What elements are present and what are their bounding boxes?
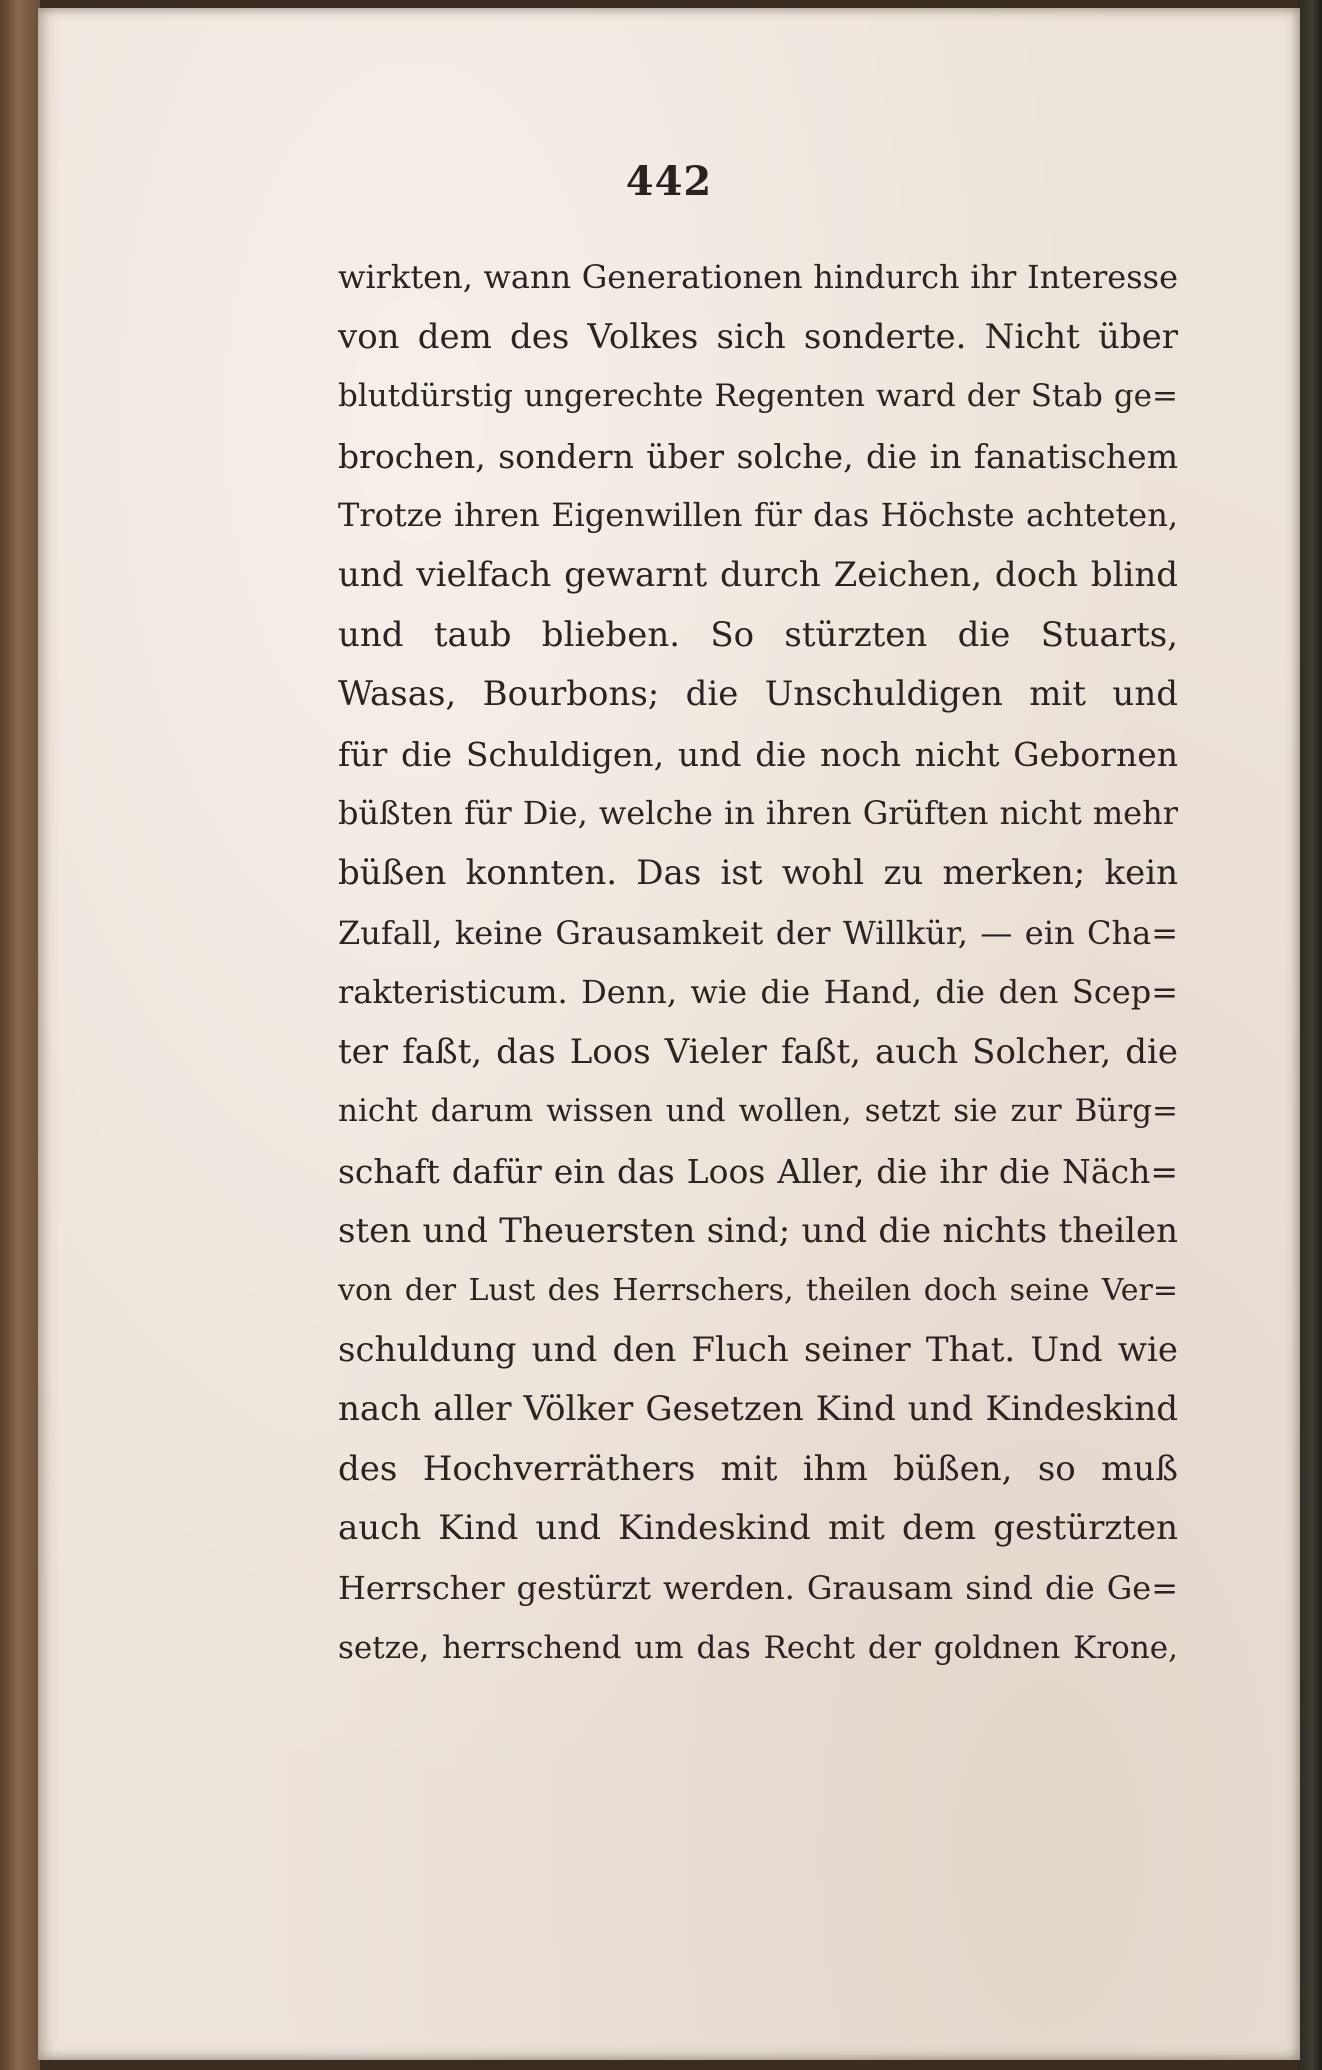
text-line: nach aller Völker Gesetzen Kind und Kindeskind bbox=[338, 1389, 1178, 1430]
book-spine bbox=[0, 0, 40, 2070]
text-line: rakteristicum. Denn, wie die Hand, die den Scep= bbox=[338, 973, 1178, 1012]
text-line: schaft dafür ein das Loos Aller, die ihr die Näch= bbox=[338, 1151, 1178, 1191]
text-line: brochen, sondern über solche, die in fanatischem bbox=[338, 436, 1178, 476]
text-line: büßten für Die, welche in ihren Grüften nicht mehr bbox=[338, 794, 1178, 833]
text-line: ter faßt, das Loos Vieler faßt, auch Solcher, die bbox=[338, 1031, 1178, 1072]
text-line: setze, herrschend um das Recht der goldnen Krone, bbox=[338, 1629, 1178, 1666]
text-line: Trotze ihren Eigenwillen für das Höchste achteten, bbox=[338, 496, 1178, 535]
text-line: wirkten, wann Generationen hindurch ihr Interesse bbox=[338, 258, 1178, 296]
text-line: blutdürstig ungerechte Regenten ward der Stab ge= bbox=[338, 378, 1178, 415]
text-line: Wasas, Bourbons; die Unschuldigen mit und bbox=[338, 674, 1178, 715]
body-text bbox=[338, 248, 1178, 1678]
text-line: sten und Theuersten sind; und die nichts theilen bbox=[338, 1210, 1178, 1251]
page-number: 442 bbox=[625, 158, 713, 205]
text-line: schuldung und den Fluch seiner That. Und wie bbox=[338, 1329, 1178, 1370]
text-line: von der Lust des Herrschers, theilen doch seine Ver= bbox=[338, 1273, 1178, 1309]
text-line: nicht darum wissen und wollen, setzt sie zur Bürg= bbox=[338, 1093, 1178, 1130]
text-line: und taub blieben. So stürzten die Stuarts, bbox=[338, 614, 1178, 655]
text-line: Herrscher gestürzt werden. Grausam sind die Ge= bbox=[338, 1569, 1178, 1608]
text-line: von dem des Volkes sich sonderte. Nicht über bbox=[338, 316, 1178, 357]
text-line: büßen konnten. Das ist wohl zu merken; kein bbox=[338, 852, 1178, 893]
text-line: auch Kind und Kindeskind mit dem gestürzten bbox=[338, 1508, 1178, 1549]
text-line: Zufall, keine Grausamkeit der Willkür, — ein Cha= bbox=[338, 913, 1178, 952]
text-line: des Hochverräthers mit ihm büßen, so muß bbox=[338, 1448, 1178, 1489]
text-line: und vielfach gewarnt durch Zeichen, doch blind bbox=[338, 554, 1178, 595]
page-paper bbox=[38, 8, 1300, 2060]
text-line: für die Schuldigen, und die noch nicht Gebornen bbox=[338, 734, 1178, 774]
page-edge bbox=[1298, 0, 1322, 2070]
